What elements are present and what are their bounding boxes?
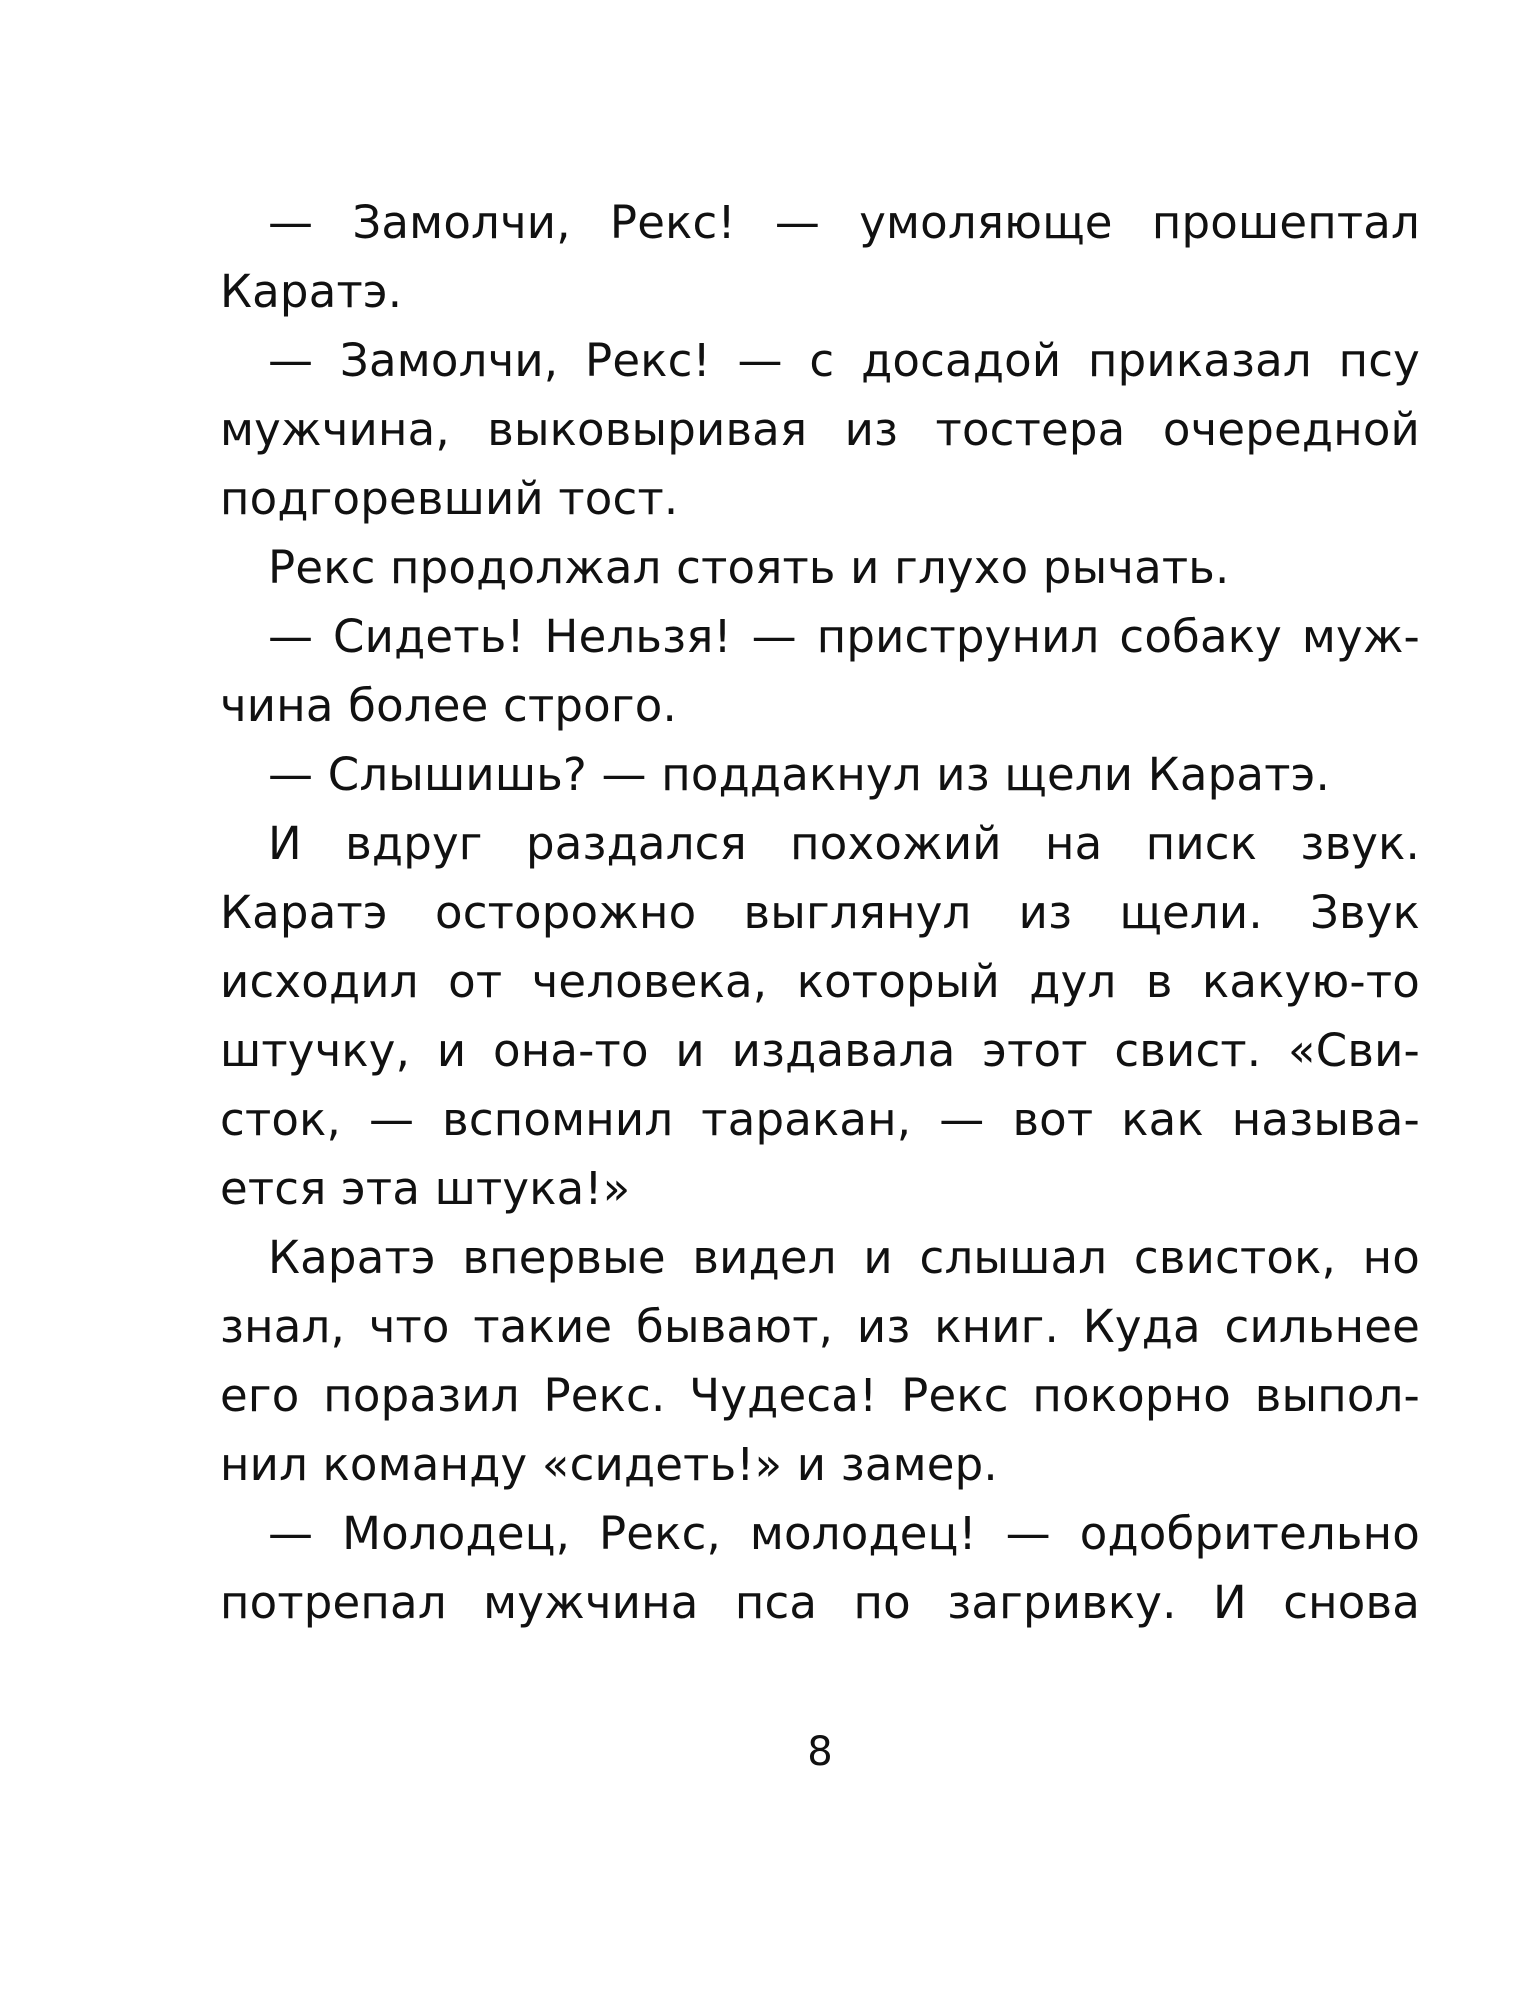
text-line: сток, — вспомнил таракан, — вот как называ-: [220, 1093, 1420, 1146]
text-line: подгоревший тост.: [220, 472, 679, 525]
text-line: Каратэ впервые видел и слышал свисток, но: [268, 1231, 1420, 1284]
text-line: — Замолчи, Рекс! — умоляюще прошептал: [268, 196, 1420, 249]
text-line: — Замолчи, Рекс! — с досадой приказал псу: [268, 334, 1420, 387]
body-text: [220, 188, 1420, 1637]
text-line: Рекс продолжал стоять и глухо рычать.: [268, 541, 1230, 594]
text-line: потрепал мужчина пса по загривку. И снова: [220, 1576, 1420, 1629]
text-line: ется эта штука!»: [220, 1162, 631, 1215]
text-line: — Слышишь? — поддакнул из щели Каратэ.: [268, 748, 1331, 801]
text-line: — Сидеть! Нельзя! — приструнил собаку муж-: [268, 610, 1420, 663]
text-line: — Молодец, Рекс, молодец! — одобрительно: [268, 1507, 1420, 1560]
text-line: И вдруг раздался похожий на писк звук.: [268, 817, 1420, 870]
text-line: Каратэ осторожно выглянул из щели. Звук: [220, 886, 1420, 939]
text-line: нил команду «сидеть!» и замер.: [220, 1438, 998, 1491]
text-line: Каратэ.: [220, 265, 403, 318]
text-line: его поразил Рекс. Чудеса! Рекс покорно выпол-: [220, 1369, 1420, 1422]
page-number: 8: [807, 1729, 833, 1775]
text-line: штучку, и она-то и издавала этот свист. «Сви-: [220, 1024, 1420, 1077]
text-line: исходил от человека, который дул в какую-то: [220, 955, 1420, 1008]
text-line: чина более строго.: [220, 679, 677, 732]
text-line: знал, что такие бывают, из книг. Куда сильнее: [220, 1300, 1420, 1353]
text-line: мужчина, выковыривая из тостера очередной: [220, 403, 1420, 456]
